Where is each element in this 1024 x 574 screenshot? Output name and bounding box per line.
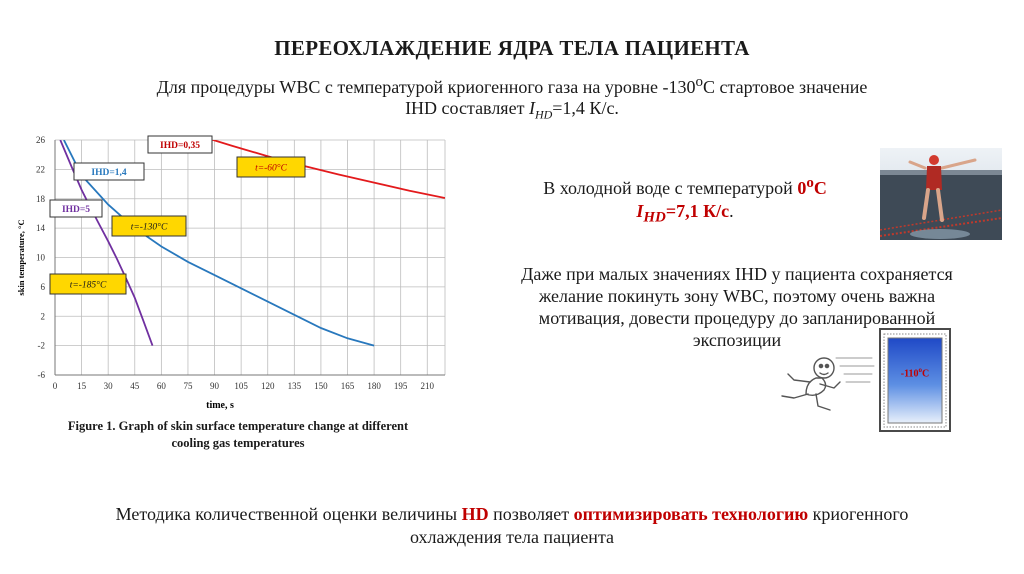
conclusion-optimize: оптимизировать технологию xyxy=(573,504,809,524)
x-tick-label: 30 xyxy=(103,381,113,391)
y-tick-label: -2 xyxy=(37,340,45,351)
intro-text xyxy=(40,72,984,126)
ihd-note-line-3: мотивация, довести процедуру до запланированной xyxy=(538,308,936,328)
caption-line-1: Figure 1. Graph of skin surface temperature change at different xyxy=(67,419,409,433)
door-temp-unit: С xyxy=(922,368,930,380)
x-tick-label: 165 xyxy=(340,381,355,391)
x-axis-label: time, s xyxy=(206,400,234,411)
cold-water-text xyxy=(460,172,910,230)
door-temp-value: -110 xyxy=(900,368,919,380)
intro-line-2 xyxy=(40,98,984,126)
conclusion-part-b: позволяет xyxy=(488,504,574,524)
skin-temperature-chart xyxy=(10,128,450,418)
door-temp-degree: о xyxy=(918,366,923,374)
cold-water-line-1 xyxy=(460,172,910,200)
chart-caption xyxy=(28,418,448,452)
y-tick-label: 6 xyxy=(40,281,45,292)
x-tick-label: 150 xyxy=(314,381,328,391)
conclusion-hd: HD xyxy=(461,504,489,524)
chart-label: t=-130°C xyxy=(130,222,168,233)
door-temperature xyxy=(879,366,951,379)
ihd-note-line-1: Даже при малых значениях IHD у пациента сохраняется xyxy=(521,264,953,284)
x-tick-label: 180 xyxy=(367,381,381,391)
y-tick-label: 22 xyxy=(36,164,45,175)
caption-line-2: cooling gas temperatures xyxy=(171,436,305,450)
chart-labels xyxy=(50,136,305,294)
chart-label: t=-185°C xyxy=(69,280,107,291)
intro-degree: о xyxy=(695,74,703,90)
x-tick-label: 45 xyxy=(130,381,140,391)
ihd-note-line-2: желание покинуть зону WBC, поэтому очень важна xyxy=(538,286,936,306)
intro-line-2-text: IHD составляет xyxy=(405,98,529,118)
conclusion-line-2: охлаждения тела пациента xyxy=(409,527,615,547)
period: . xyxy=(729,201,734,221)
y-tick-label: 2 xyxy=(40,311,45,322)
chart-label: IHD=0,35 xyxy=(160,141,200,151)
temp-unit: С xyxy=(813,178,827,198)
conclusion-line-1 xyxy=(20,503,1004,526)
y-tick-label: -6 xyxy=(37,370,45,380)
intro-line-1-end: С стартовое значение xyxy=(703,77,868,97)
chart-label: IHD=5 xyxy=(61,205,91,215)
cold-water-temp xyxy=(797,175,827,198)
chart-label: t=-60°C xyxy=(255,163,287,174)
cold-water-desc: В холодной воде с температурой xyxy=(543,178,798,198)
conclusion-part-a: Методика количественной оценки величины xyxy=(115,504,462,524)
conclusion-part-d: криогенного xyxy=(808,504,909,524)
intro-line-1-text: Для процедуры WBC с температурой криогенного газа на уровне -130 xyxy=(156,77,696,97)
x-tick-label: 75 xyxy=(183,381,193,391)
x-tick-label: 0 xyxy=(52,381,58,391)
ihd-subscript-2: HD xyxy=(643,209,666,226)
x-tick-label: 120 xyxy=(260,381,275,391)
door-ice-panel xyxy=(888,338,942,423)
running-man-icon xyxy=(776,352,876,414)
ihd-value: =1,4 К/с. xyxy=(552,98,619,118)
page-title: ПЕРЕОХЛАЖДЕНИЕ ЯДРА ТЕЛА ПАЦИЕНТА xyxy=(274,36,750,60)
x-tick-label: 105 xyxy=(234,381,248,391)
x-tick-label: 60 xyxy=(156,381,166,391)
x-tick-label: 210 xyxy=(420,381,435,391)
temp-value: 0 xyxy=(797,178,807,198)
ihd-subscript: HD xyxy=(534,107,553,122)
x-tick-label: 15 xyxy=(77,381,87,391)
temp-degree: о xyxy=(806,175,814,191)
y-tick-label: 26 xyxy=(36,135,45,145)
y-tick-label: 18 xyxy=(36,193,45,204)
swimmer-photo xyxy=(880,148,1002,240)
y-tick-label: 10 xyxy=(36,252,45,263)
chart-label: IHD=1,4 xyxy=(91,168,127,178)
ihd-symbol-2: I xyxy=(636,201,644,221)
ihd-symbol: I xyxy=(528,98,535,118)
x-tick-label: 195 xyxy=(393,381,408,391)
cryochamber-door xyxy=(879,328,951,432)
cold-water-line-2 xyxy=(460,200,910,230)
x-tick-label: 135 xyxy=(287,381,302,391)
y-tick-label: 14 xyxy=(36,223,45,234)
cold-water-ihd xyxy=(636,201,730,226)
y-axis-label: skin temperature, °C xyxy=(16,219,26,296)
ihd-value-2: =7,1 К/с xyxy=(665,201,730,221)
conclusion-text xyxy=(20,503,1004,549)
ihd-note-line-4: экспозиции xyxy=(692,330,782,350)
x-tick-label: 90 xyxy=(210,381,220,391)
intro-line-1 xyxy=(40,72,984,98)
